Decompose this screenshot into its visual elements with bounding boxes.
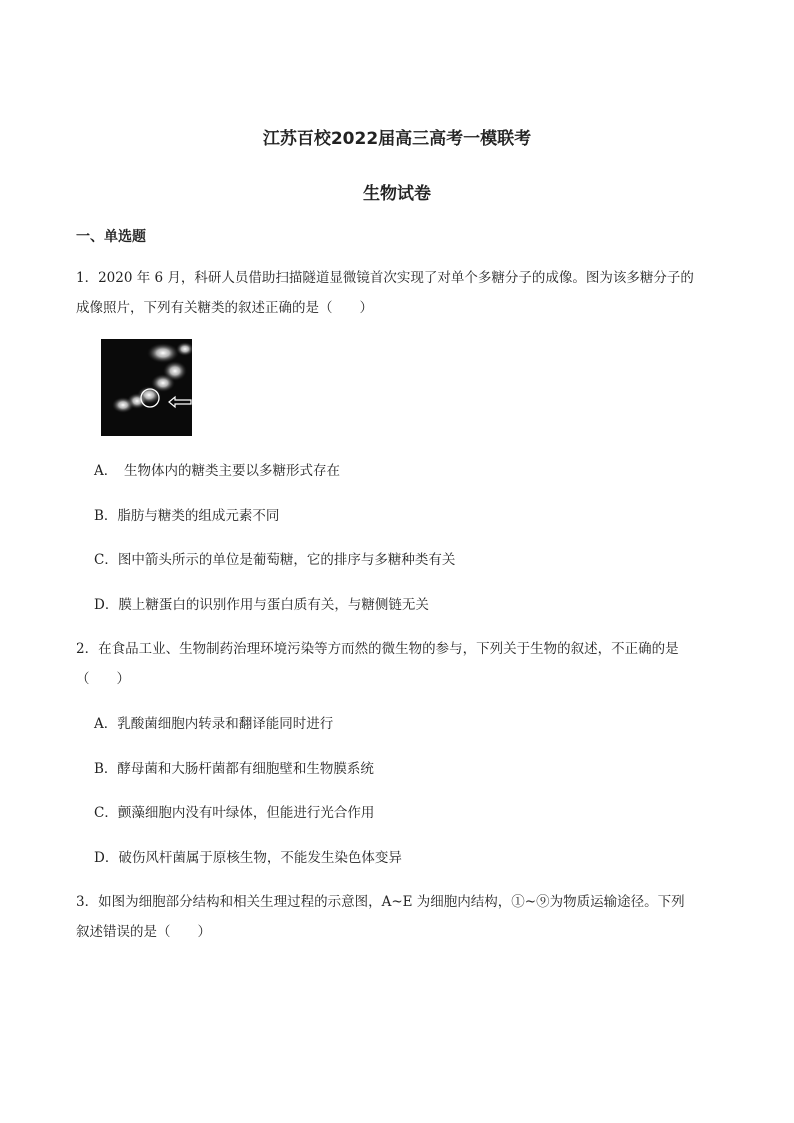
question-1-option-a: A． 生物体内的糖类主要以多糖形式存在 [94, 463, 340, 479]
question-3-line-2: 叙述错误的是（ ） [76, 924, 211, 940]
exam-title: 江苏百校2022届高三高考一模联考 [262, 129, 532, 149]
exam-subtitle: 生物试卷 [363, 184, 431, 204]
question-2-line-2: （ ） [76, 671, 130, 687]
section-heading: 一、单选题 [76, 229, 146, 245]
question-2-option-b: B．酵母菌和大肠杆菌都有细胞壁和生物膜系统 [94, 761, 374, 777]
question-2-option-c: C．颤藻细胞内没有叶绿体，但能进行光合作用 [94, 805, 375, 821]
polysaccharide-image [101, 339, 192, 436]
question-2-option-d: D．破伤风杆菌属于原核生物，不能发生染色体变异 [94, 850, 402, 866]
question-1-line-2: 成像照片，下列有关糖类的叙述正确的是（ ） [76, 300, 373, 316]
question-2-line-1: 2．在食品工业、生物制药治理环境污染等方而然的微生物的参与，下列关于生物的叙述，不正确的是 [76, 641, 679, 657]
question-1-option-b: B．脂肪与糖类的组成元素不同 [94, 508, 280, 524]
question-3-line-1: 3．如图为细胞部分结构和相关生理过程的示意图，A~E 为细胞内结构，①~⑨为物质运输途径。下列 [76, 894, 685, 910]
question-2-option-a: A．乳酸菌细胞内转录和翻译能同时进行 [94, 716, 334, 732]
question-1-option-d: D．膜上糖蛋白的识别作用与蛋白质有关，与糖侧链无关 [94, 597, 429, 613]
question-1-option-c: C．图中箭头所示的单位是葡萄糖，它的排序与多糖种类有关 [94, 552, 456, 568]
question-1-line-1: 1．2020 年 6 月，科研人员借助扫描隧道显微镜首次实现了对单个多糖分子的成像。图为该多糖分子的 [76, 270, 694, 286]
